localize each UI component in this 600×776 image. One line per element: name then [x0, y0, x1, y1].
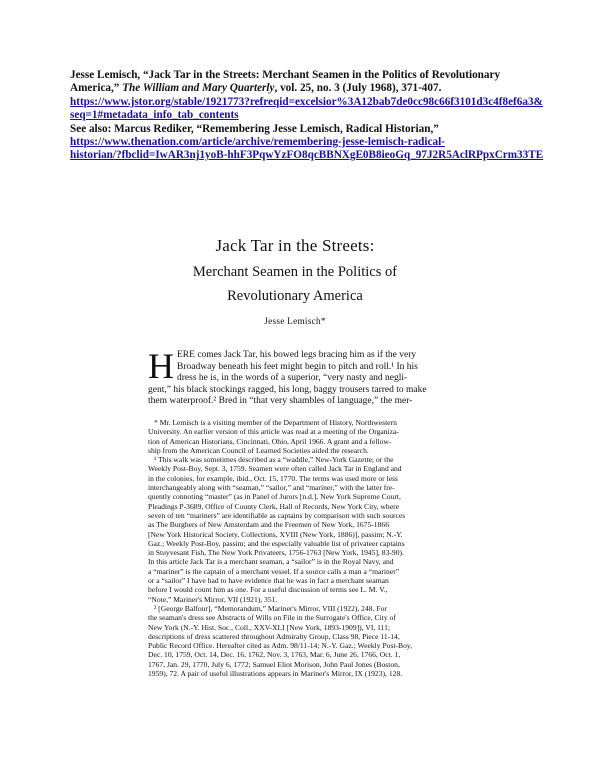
nation-link-line [70, 136, 540, 149]
body-line: gent,” his black stockings ragged, his long, baggy trousers tarred to make [148, 384, 427, 395]
body-line: ERE comes Jack Tar, his bowed legs bracing him as if the very [177, 350, 417, 360]
footnote-line: Gaz.; Weekly Post-Boy, passim; and the especially valuable list of privateer captains [148, 538, 405, 548]
footnote-line: 1767, Jan. 29, 1770, July 6, 1772; Samuel Eliot Morison, John Paul Jones (Boston, [148, 659, 400, 669]
footnote-line: New York (N.-Y. Hist. Soc., Coll., XXV-XLI [New York, 1893-1909]), VI, 111; [148, 622, 391, 632]
footnote-line: before I would count him as one. For a useful discussion of terms see L. M. V., [148, 585, 388, 595]
footnote-line: ship from the American Council of Learned Societies aided the research. [148, 445, 369, 455]
footnote-line: 1959), 72. A pair of useful illustrations appears in Mariner's Mirror, IX (1923), 128. [148, 669, 403, 679]
citation-block [70, 69, 544, 163]
footnote-line: ² [George Balfour], “Memorandum,” Mariner's Mirror, VIII (1922), 248. For [154, 603, 387, 613]
footnote-line: “Note,” Mariner's Mirror, VII (1921), 351. [148, 594, 278, 604]
nation-link-line-2 [70, 149, 544, 162]
article-title-line-2: Merchant Seamen in the Politics of [192, 264, 398, 280]
jstor-link-line [70, 95, 543, 109]
footnote-line: interchangeably along with “seaman,” “sailor,” and “mariner,” with the latter fre- [148, 483, 395, 493]
footnote-line: University. An earlier version of this article was read at a meeting of the Organiza- [148, 427, 399, 437]
footnote-line: in the colonies, for example, ibid., Oct. 15, 1770. The terms was used more or less [148, 473, 398, 483]
article-title-line-1: Jack Tar in the Streets: [215, 236, 375, 255]
article-body [148, 346, 442, 408]
nation-link-continued[interactable]: historian/?fbclid=IwAR3nj1yoB-hhF3PqwYzFO8qcBBNXgE0B8ieoGq_97J2R5AclRPpxCrm33TE [70, 149, 544, 162]
article-title-line-3: Revolutionary America [227, 288, 363, 304]
citation-line-1: Jesse Lemisch, “Jack Tar in the Streets: Merchant Seamen in the Politics of Revolutionary [70, 69, 501, 81]
footnote-line: Pleadings P-3689, Office of County Clerk, Hall of Records, New York City, where [148, 501, 399, 511]
footnote-line: Dec. 10, 1759, Oct. 14, Dec. 16, 1762, Nov. 3, 1763, Mar. 6, June 26, 1766, Oct. 1, [148, 650, 401, 660]
citation-prefix: America,” [70, 82, 123, 95]
nation-link[interactable]: https://www.thenation.com/article/archive/remembering-jesse-lemisch-radical- [70, 136, 445, 149]
footnote-line: a “mariner” is the captain of a merchant vessel. If a source calls a man a “mariner” [148, 566, 400, 576]
drop-cap: H [148, 346, 174, 386]
footnote-line: seven of ten “mariners” are identifiable as captains by comparison with such sources [148, 510, 406, 520]
citation-suffix: , vol. 25, no. 3 (July 1968), 371-407. [274, 82, 442, 95]
footnote-line: tion of American Historians, Cincinnati, Ohio, April 1966. A grant and a fellow- [148, 436, 392, 446]
footnote-line: In this article Jack Tar is a merchant seaman, a “sailor” is in the Royal Navy, and [148, 557, 394, 567]
jstor-link-continued[interactable]: seq=1#metadata_info_tab_contents [70, 109, 239, 122]
footnote-line: or a “sailor” I have had to have evidence that he was in fact a merchant seaman [148, 576, 389, 586]
journal-title: The William and Mary Quarterly [122, 82, 275, 95]
body-line: dress he is, in the words of a superior, “very nasty and negli- [177, 373, 408, 384]
footnote-line: quently connoting “master” (as in Panel of Jurors [n.d.], New York Supreme Court, [148, 492, 401, 502]
citation-line-2 [70, 82, 540, 95]
footnote-line: as The Burghers of New Amsterdam and the Freemen of New York, 1675-1866 [148, 520, 389, 530]
footnote-line: ¹ This walk was sometimes described as a “waddle,” New-York Gazette; or the [154, 455, 394, 465]
footnotes [148, 418, 442, 678]
body-line: Broadway beneath his feet might begin to pitch and roll.¹ In his [177, 361, 418, 372]
see-also-line: See also: Marcus Rediker, “Remembering Jesse Lemisch, Radical Historian,” [70, 122, 439, 135]
article-author: Jesse Lemisch* [264, 316, 326, 326]
footnote-line: Weekly Post-Boy, Sept. 3, 1759. Seamen were often called Jack Tar in England and [148, 464, 402, 474]
footnote-line: * Mr. Lemisch is a visiting member of the Department of History, Northwestern [154, 418, 397, 427]
footnote-line: [New York Historical Society, Collections, XVIII (New York, 1886)], passim; N.-Y. [148, 529, 403, 539]
footnote-line: the seaman's dress see Abstracts of Wills on File in the Surrogate's Office, City of [148, 613, 396, 623]
footnote-line: descriptions of dress scattered throughout Admiralty Group, Class 98, Piece 11-14, [148, 631, 400, 641]
footnote-line: Public Record Office. Hereafter cited as Adm. 98/11-14; N.-Y. Gaz.; Weekly Post-Boy, [148, 641, 413, 651]
jstor-link-line-2 [70, 109, 540, 122]
jstor-link[interactable]: https://www.jstor.org/stable/1921773?refreqid=excelsior%3A12bab7de0cc98c66f3101d3c4f8ef6a3& [70, 95, 543, 108]
body-line: them waterproof.² Bred in “that very shambles of language,” the mer- [148, 396, 413, 407]
footnote-line: in Stuyvesant Fish, The New York Privateers, 1756-1763 [New York, 1945], 83-90). [148, 548, 404, 558]
